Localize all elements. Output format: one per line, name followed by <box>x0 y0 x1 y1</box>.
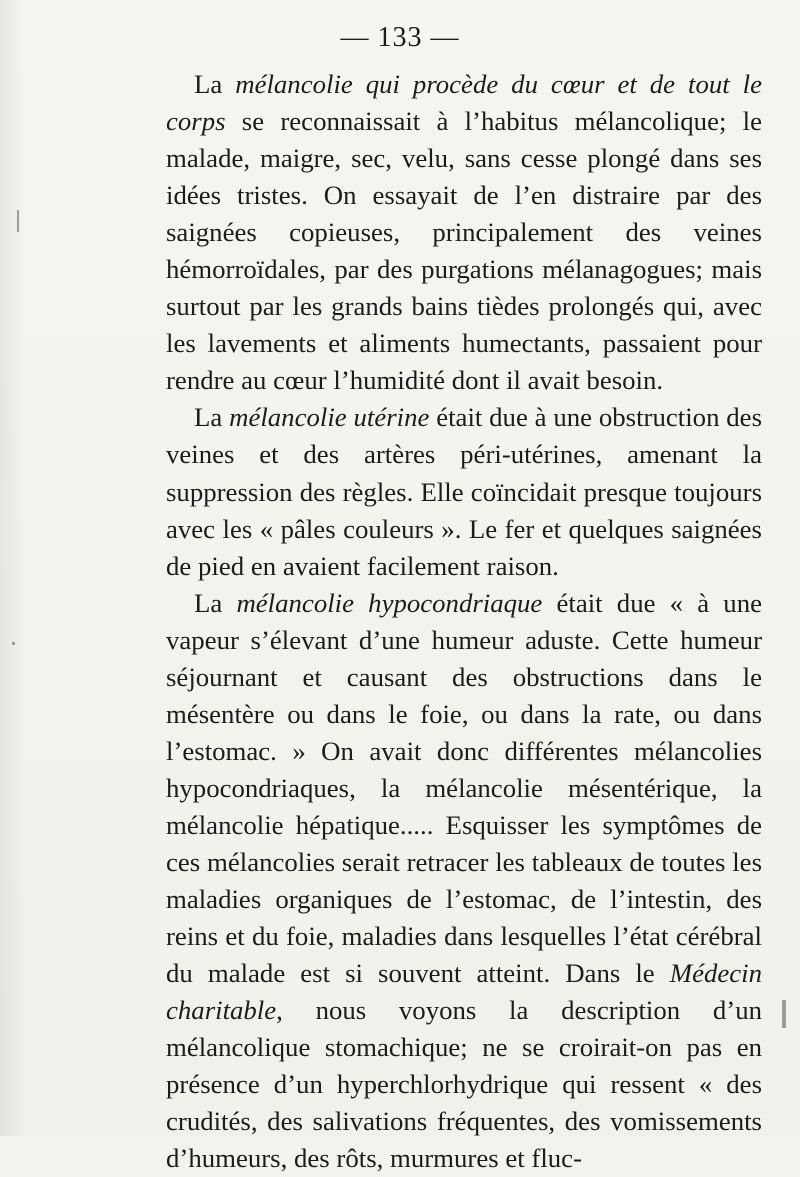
text-span: se reconnaissait à l’habitus mélancolique; le malade, maigre, sec, velu, sans cesse plongé dans ses idées tristes. On essayait de l’en distraire par des saignées copieuses, principalement des veines hémorroïdales, par des purgations mélanagogues; mais surtout par les grands bains tièdes prolongés qui, avec les lavements et aliments humectants, passaient pour rendre au cœur l’humidité dont il avait besoin. <box>166 106 762 396</box>
italic-term: mélancolie utérine <box>229 402 430 433</box>
text-span: était due à une obstruction des veines et des artères péri-utérines, amenant la suppression des règles. Elle coïncidait presque toujours avec les « pâles couleurs ». Le fer et quelques saignées de pied en avaient facilement raison. <box>166 402 763 581</box>
body-text <box>166 66 762 1177</box>
page-gutter-shadow <box>0 0 26 1136</box>
text-span: était due « à une vapeur s’élevant d’une humeur aduste. Cette humeur séjournant et causant des obstructions dans le mésentère ou dans le foie, ou dans la rate, ou dans l’estomac. » On avait donc différentes mélancolies hypocondriaques, la mélancolie mésentérique, la mélancolie hépatique..... Esquisser les symptômes de ces mélancolies serait retracer les tableaux de toutes les maladies organiques de l’estomac, de l’intestin, des reins et du foie, maladies dans lesquelles l’état cérébral du malade est si souvent atteint. Dans le <box>166 587 762 989</box>
text-span: La <box>194 69 236 99</box>
page-number: — 133 — <box>340 22 460 53</box>
paragraph-melancolie-uterine <box>166 399 762 584</box>
text-span: , nous voyons la description d’un mélancolique stomachique; ne se croirait-on pas en présence d’un hyperchlorhydrique qui ressent « des crudités, des salivations fréquentes, des vomissements d’humeurs, des rôts, murmures et fluc- <box>166 995 762 1174</box>
text-span: La <box>194 402 230 433</box>
italic-term: mélancolie hypocondriaque <box>236 587 543 618</box>
paragraph-melancolie-hypocondriaque <box>166 585 762 1177</box>
scan-speck <box>12 642 15 645</box>
scan-speck <box>17 210 19 232</box>
italic-title: Médecin charitable <box>166 958 762 1026</box>
scan-speck <box>782 1000 786 1028</box>
text-span: La <box>194 587 237 618</box>
paragraph-melancolie-coeur <box>166 66 762 399</box>
italic-term: mélancolie qui procède du cœur et de tout le corps <box>166 69 762 137</box>
